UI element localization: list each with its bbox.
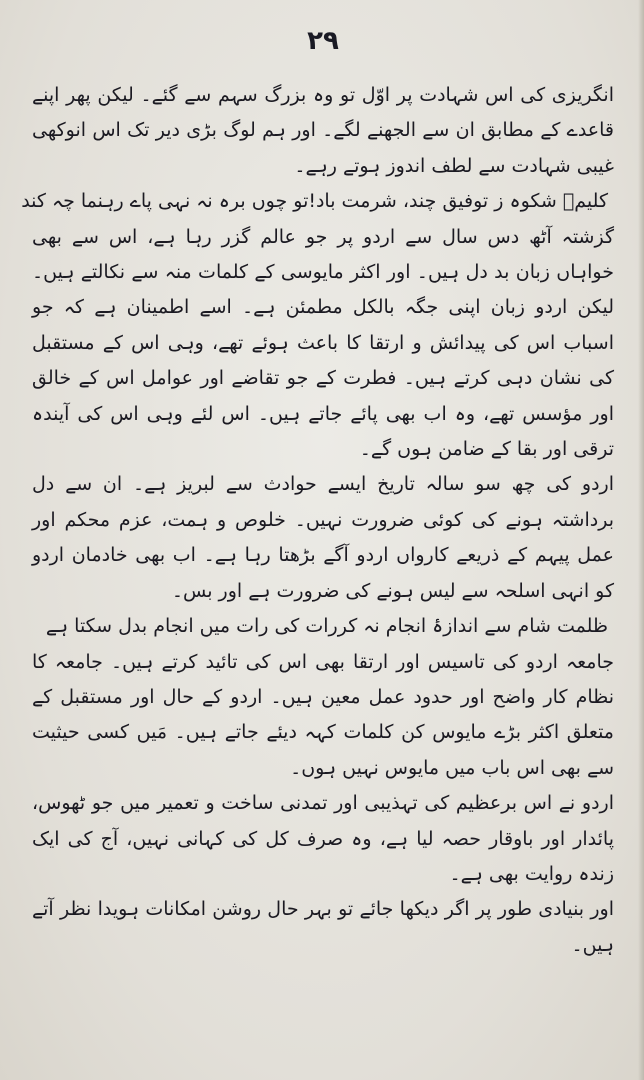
paragraph-english-testimony: انگریزی کی اس شہادت پر اوّل تو وہ بزرگ سہم سے گئے۔ لیکن پھر اپنے قاعدے کے مطابق ان سے الجھنے لگے۔ اور ہم لوگ بڑی دیر تک اس انوکھی غیبی شہادت سے لطف اندوز ہوتے رہے۔ (32, 84, 614, 177)
verse-first-hemistich: کلیمؔ شکوہ ز توفیق چند، شرمت باد! (308, 190, 608, 213)
paragraph-bright-prospects: اور بنیادی طور پر اگر دیکھا جائے تو بہر حال روشن امکانات ہویدا نظر آتے ہیں۔ (32, 898, 614, 956)
page-edge-shadow (638, 0, 644, 1080)
verse-first-hemistich: ظلمت شام سے اندازۂ انجام نہ کر (337, 615, 608, 638)
verse-second-hemistich: رات کی رات میں انجام بدل سکتا ہے (45, 615, 338, 638)
paragraph-urdu-confidence: گزشتہ آٹھ دس سال سے اردو پر جو عالم گزر رہا ہے، اس سے بھی خواہاں زبان بد دل ہیں۔ اور اکثر مایوسی کے کلمات منہ سے نکالتے ہیں۔ لیکن اردو زبان اپنی جگہ بالکل مطمئن ہے۔ اسے اطمینان ہے کہ جو اسباب اس کی پیدائش و ارتقا کا باعث ہوئے تھے، وہی اس کے مستقبل کی نشان دہی کرتے ہیں۔ فطرت کے جو تقاضے اور عوامل اس کے خالق اور مؤسس تھے، وہ اب بھی پائے جاتے ہیں۔ اس لئے وہی اس کی آیندہ ترقی اور بقا کے ضامن ہوں گے۔ (32, 225, 614, 461)
page-number: ۲۹ (307, 26, 339, 56)
paragraph-cultural-contribution: اردو نے اس برعظیم کی تہذیبی اور تمدنی ساخت و تعمیر میں جو ٹھوس، پائدار اور باوقار حصہ لیا ہے، وہ صرف کل کی کہانی نہیں، آج کی ایک زندہ روایت بھی ہے۔ (32, 792, 614, 885)
verse-second-hemistich: تو چوں برہ نہ نہی پاے رہنما چہ کند (21, 190, 309, 213)
verse-couplet-kaleem (21, 184, 614, 219)
paragraph-jamia-urdu: جامعہ اردو کی تاسیس اور ارتقا بھی اس کی تائید کرتے ہیں۔ جامعہ کا نظام کار واضح اور حدود عمل معین ہیں۔ اردو کے حال اور مستقبل کے متعلق اکثر بڑے مایوس کن کلمات کہہ دیئے جاتے ہیں۔ مَیں کسی حیثیت سے بھی اس باب میں مایوس نہیں ہوں۔ (32, 650, 614, 779)
verse-couplet-darkness (32, 609, 614, 644)
paragraph-urdu-history: اردو کی چھ سو سالہ تاریخ ایسے حوادث سے لبریز ہے۔ ان سے دل برداشتہ ہونے کی کوئی ضرورت نہیں۔ خلوص و ہمت، عزم محکم اور عمل پیہم کے ذریعے کارواں اردو آگے بڑھتا رہا ہے۔ اب بھی خادمان اردو کو انہی اسلحہ سے لیس ہونے کی ضرورت ہے اور بس۔ (32, 473, 614, 602)
page-body-text (21, 78, 614, 963)
